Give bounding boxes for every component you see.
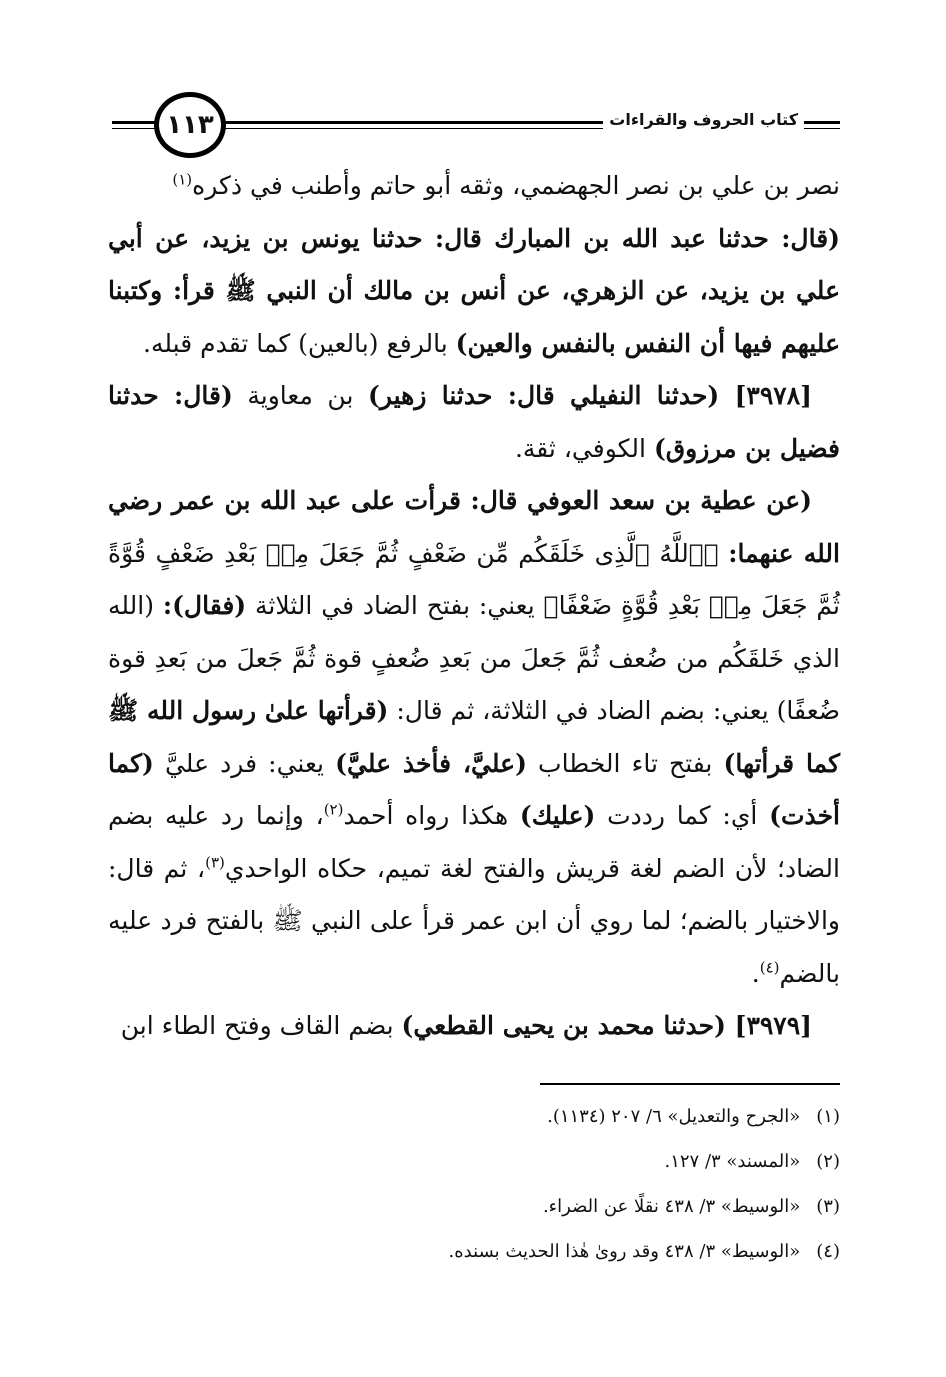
footnote-ref-2: (٢) — [323, 800, 344, 819]
paragraph-4 — [108, 475, 840, 1000]
text-span: يعني: فرد عليَّ — [153, 748, 336, 778]
paragraph-2 — [108, 213, 840, 371]
paragraph-3 — [108, 370, 840, 475]
bold-span: (كما أخذت) — [108, 748, 840, 830]
text-span: أي: كما رددت — [595, 801, 770, 830]
bold-span: (قرأتها علىٰ رسول الله ﷺ كما قرأتها) — [108, 696, 840, 778]
text-span: بفتح تاء الخطاب — [526, 748, 724, 778]
footnote-1 — [300, 1094, 840, 1139]
bold-span: (قال: حدثنا عبد الله بن المبارك قال: حدثنا يونس بن يزيد، عن أبي علي بن يزيد، عن الزهري، عن أنس بن مالك أن النبي ﷺ قرأ: وكتبنا عليهم فيها أن النفس بالنفس والعين) — [108, 223, 840, 358]
text-span: يعني: بفتح الضاد في الثلاثة — [246, 591, 544, 620]
paragraph-5 — [108, 1000, 840, 1053]
text-span: (الله الذي خَلقَكُم من ضُعف ثُمَّ جَعلَ من بَعدِ ضُعفٍ قوة ثُمَّ جَعلَ من بَعدِ قوة ضُعفًا) يعني: بضم الضاد في الثلاثة، ثم قال: — [108, 591, 840, 725]
footnote-number: (٣) — [816, 1196, 840, 1217]
bold-span: (عليك) — [519, 801, 596, 830]
footnote-ref-3: (٣) — [205, 853, 225, 872]
footnote-number: (١) — [816, 1106, 840, 1127]
paragraph-1 — [108, 160, 840, 213]
footnote-text: «الوسيط» ٣/ ٤٣٨ نقلًا عن الضراء. — [542, 1196, 801, 1217]
text-span: بضم القاف وفتح الطاء ابن — [120, 1011, 402, 1040]
text-span: بالرفع (بالعين) كما تقدم قبله. — [143, 328, 456, 358]
footnote-text: «المسند» ٣/ ١٢٧. — [664, 1151, 801, 1172]
bold-span: (عليَّ، فأخذ عليَّ) — [335, 748, 527, 778]
text-span: . — [751, 958, 760, 988]
text-span: هكذا رواه أحمد — [343, 801, 520, 830]
text-span: ، وإنما رد عليه بضم الضاد؛ لأن الضم لغة قريش والفتح لغة تميم، حكاه الواحدي — [108, 801, 840, 883]
text-span: بن معاوية — [232, 381, 368, 410]
footnote-ref-4: (٤) — [759, 958, 780, 977]
bold-span: [٣٩٧٨] (حدثنا النفيلي قال: حدثنا زهير) — [367, 381, 812, 410]
footnote-ref-1: (١) — [172, 170, 193, 189]
page-number: ١١٣ — [154, 92, 226, 158]
footnote-4 — [300, 1229, 840, 1274]
footnote-2 — [300, 1139, 840, 1184]
bold-span: [٣٩٧٩] (حدثنا محمد بن يحيى القطعي) — [401, 1011, 812, 1040]
footnote-number: (٢) — [816, 1151, 840, 1172]
text-span: نصر بن علي بن نصر الجهضمي، وثقه أبو حاتم وأطنب في ذكره — [192, 171, 840, 200]
footnote-text: «الوسيط» ٣/ ٤٣٨ وقد روىٰ هٰذا الحديث بسنده. — [448, 1241, 801, 1262]
bold-span: (فقال): — [162, 591, 247, 620]
footnote-number: (٤) — [816, 1241, 840, 1262]
footnote-separator — [540, 1083, 840, 1085]
bold-span: (عن عطية بن سعد العوفي قال: قرأت على عبد الله بن عمر رضي الله عنهما: — [108, 486, 840, 568]
text-span: ، ثم قال: والاختيار بالضم؛ لما روي أن ابن عمر قرأ على النبي ﷺ بالفتح فرد عليه بالضم — [108, 853, 840, 988]
footnote-text: «الجرح والتعديل» ٦/ ٢٠٧ (١١٣٤). — [547, 1106, 801, 1127]
bold-span: (قال: حدثنا فضيل بن مرزوق) — [108, 381, 840, 463]
quran-verse: ﴿ٱللَّهُ ٱلَّذِى خَلَقَكُم مِّن ضَعْفٍ ثُمَّ جَعَلَ مِنۢ بَعْدِ ضَعْفٍ قُوَّةً ثُمَّ جَعَلَ مِنۢ بَعْدِ قُوَّةٍ ضَعْفًا﴾ — [108, 538, 840, 620]
footnotes — [300, 1094, 840, 1274]
text-span: الكوفي، ثقة. — [514, 433, 654, 463]
footnote-3 — [300, 1184, 840, 1229]
running-title: كتاب الحروف والقراءات — [603, 110, 804, 129]
page-header — [112, 88, 840, 168]
main-text — [108, 160, 840, 1053]
